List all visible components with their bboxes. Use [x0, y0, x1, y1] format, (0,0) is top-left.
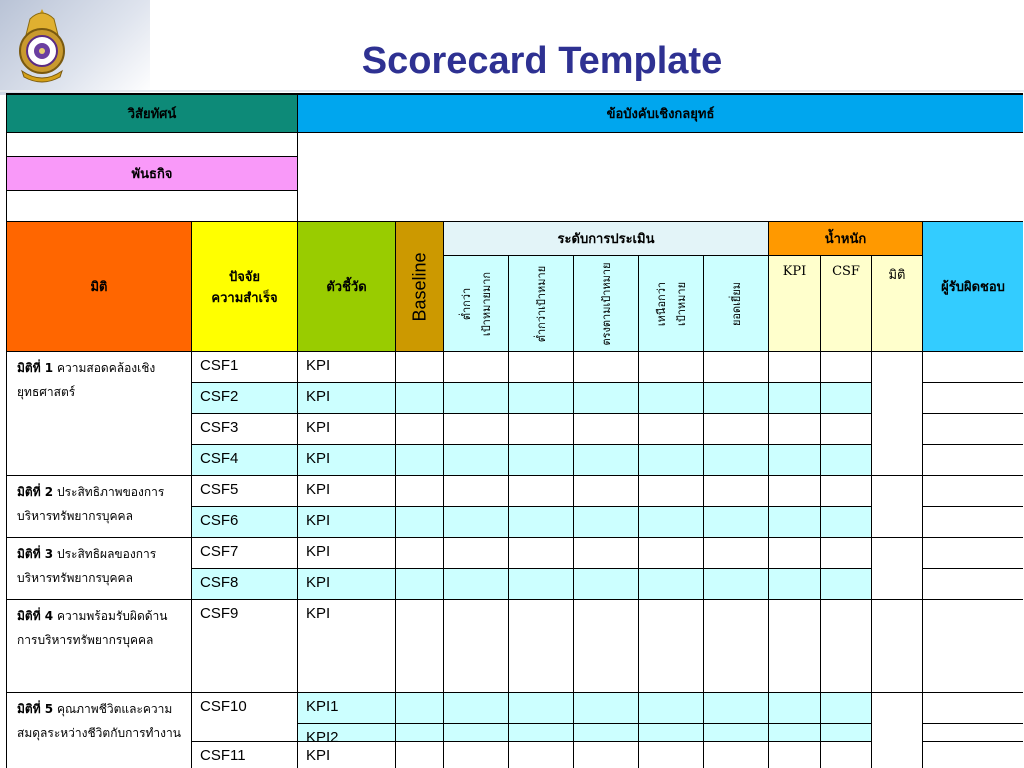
level-cell — [639, 414, 704, 445]
csf-cell: CSF7 — [192, 538, 298, 569]
evaluation-header: ระดับการประเมิน — [444, 222, 769, 256]
csf-cell: CSF1 — [192, 352, 298, 383]
level-cell — [509, 414, 574, 445]
dimension-text: ความสอดคล้องเชิงยุทธศาสตร์ — [17, 361, 156, 399]
level-header — [639, 256, 704, 352]
level-cell — [639, 445, 704, 476]
baseline-cell — [396, 569, 444, 600]
level-cell — [509, 569, 574, 600]
level-cell — [704, 383, 769, 414]
page-title: Scorecard Template — [361, 40, 723, 82]
weight-header: น้ำหนัก — [769, 222, 923, 256]
weight-cell — [821, 724, 872, 742]
level-cell — [444, 507, 509, 538]
level-cell — [639, 724, 704, 742]
level-cell — [444, 742, 509, 768]
kpi-cell: KPI — [298, 445, 396, 476]
level-cell — [444, 414, 509, 445]
weight-cell — [769, 383, 821, 414]
csf-cell: CSF9 — [192, 600, 298, 693]
level-cell — [574, 693, 639, 724]
scorecard-table — [6, 93, 1023, 768]
weight-cell — [769, 724, 821, 742]
level-cell — [704, 414, 769, 445]
level-cell — [639, 476, 704, 507]
weight-cell — [821, 569, 872, 600]
kpi-cell: KPI — [298, 414, 396, 445]
level-cell — [639, 742, 704, 768]
level-cell — [444, 476, 509, 507]
baseline-cell — [396, 383, 444, 414]
weight-cell — [821, 414, 872, 445]
level-label: เป้าหมาย — [675, 281, 688, 326]
vision-input — [7, 133, 298, 157]
level-cell — [704, 476, 769, 507]
csf-header-line-1: ปัจจัย — [228, 269, 261, 285]
kpi-cell: KPI — [298, 538, 396, 569]
level-cell — [444, 445, 509, 476]
weight-cell — [769, 476, 821, 507]
dimension-text: ประสิทธิผลของการบริหารทรัพยากรบุคคล — [17, 547, 157, 585]
weight-cell — [769, 538, 821, 569]
kpi-cell: KPI — [298, 507, 396, 538]
owner-header: ผู้รับผิดชอบ — [923, 222, 1023, 352]
baseline-cell — [396, 445, 444, 476]
csf-cell: CSF10 — [192, 693, 298, 742]
weight-cell — [769, 742, 821, 768]
owner-cell — [923, 507, 1023, 538]
strategy-header: ข้อบังคับเชิงกลยุทธ์ — [298, 95, 1023, 133]
level-cell — [509, 476, 574, 507]
dimension-cell — [7, 693, 192, 768]
level-cell — [444, 693, 509, 724]
level-cell — [574, 476, 639, 507]
baseline-cell — [396, 742, 444, 768]
baseline-cell — [396, 693, 444, 724]
weight-cell — [769, 507, 821, 538]
weight-cell — [821, 600, 872, 693]
weight-cell — [769, 352, 821, 383]
weight-cell — [821, 742, 872, 768]
level-cell — [574, 600, 639, 693]
owner-cell — [923, 538, 1023, 569]
level-cell — [639, 352, 704, 383]
level-cell — [704, 693, 769, 724]
owner-cell — [923, 569, 1023, 600]
level-cell — [509, 600, 574, 693]
level-label: ต่ำกว่า — [460, 287, 473, 320]
header-divider — [0, 90, 1024, 92]
owner-cell — [923, 724, 1023, 742]
level-cell — [574, 507, 639, 538]
level-cell — [574, 445, 639, 476]
dimension-label: มิติที่ 3 — [17, 547, 54, 561]
kpi-header: ตัวชี้วัด — [298, 222, 396, 352]
baseline-cell — [396, 507, 444, 538]
mission-header: พันธกิจ — [7, 157, 298, 191]
weight-column-header: KPI — [769, 256, 821, 352]
level-cell — [509, 693, 574, 724]
owner-cell — [923, 742, 1023, 768]
level-cell — [704, 569, 769, 600]
baseline-cell — [396, 538, 444, 569]
level-cell — [509, 445, 574, 476]
baseline-cell — [396, 476, 444, 507]
level-label: ต่ำกว่าเป้าหมาย — [535, 265, 548, 342]
kpi-cell: KPI2 — [298, 724, 396, 742]
dimension-header: มิติ — [7, 222, 192, 352]
owner-cell — [923, 600, 1023, 693]
level-cell — [704, 724, 769, 742]
dimension-text: ประสิทธิภาพของการบริหารทรัพยากรบุคคล — [17, 485, 165, 523]
level-label: เป้าหมายมาก — [480, 271, 493, 336]
weight-cell — [821, 507, 872, 538]
weight-cell — [769, 569, 821, 600]
level-header — [444, 256, 509, 352]
level-cell — [704, 742, 769, 768]
kpi-cell: KPI — [298, 742, 396, 768]
kpi-cell: KPI1 — [298, 693, 396, 724]
level-cell — [574, 383, 639, 414]
level-header — [509, 256, 574, 352]
baseline-header — [396, 222, 444, 352]
level-cell — [509, 383, 574, 414]
level-cell — [639, 383, 704, 414]
owner-cell — [923, 693, 1023, 724]
level-cell — [639, 538, 704, 569]
level-cell — [444, 724, 509, 742]
weight-cell — [769, 445, 821, 476]
csf-cell: CSF8 — [192, 569, 298, 600]
level-label: ตรงตามเป้าหมาย — [600, 261, 613, 346]
baseline-cell — [396, 352, 444, 383]
weight-cell — [769, 414, 821, 445]
level-cell — [639, 693, 704, 724]
level-cell — [639, 600, 704, 693]
level-cell — [704, 507, 769, 538]
level-header — [574, 256, 639, 352]
kpi-cell: KPI — [298, 476, 396, 507]
csf-cell: CSF3 — [192, 414, 298, 445]
dimension-weight-cell — [872, 538, 923, 600]
level-cell — [509, 352, 574, 383]
kpi-cell: KPI — [298, 600, 396, 693]
owner-cell — [923, 476, 1023, 507]
level-cell — [444, 538, 509, 569]
level-cell — [704, 352, 769, 383]
weight-cell — [821, 352, 872, 383]
dimension-cell — [7, 600, 192, 693]
weight-cell — [821, 476, 872, 507]
baseline-cell — [396, 414, 444, 445]
owner-cell — [923, 352, 1023, 383]
dimension-weight-cell — [872, 693, 923, 768]
csf-header-line-2: ความสำเร็จ — [211, 290, 278, 306]
baseline-cell — [396, 600, 444, 693]
dimension-cell — [7, 476, 192, 538]
csf-cell: CSF5 — [192, 476, 298, 507]
dimension-text: ความพร้อมรับผิดด้านการบริหารทรัพยากรบุคคล — [17, 609, 168, 647]
dimension-text: คุณภาพชีวิตและความสมดุลระหว่างชีวิตกับการทำงาน — [17, 702, 181, 740]
level-cell — [639, 569, 704, 600]
csf-cell: CSF2 — [192, 383, 298, 414]
csf-cell: CSF4 — [192, 445, 298, 476]
level-cell — [574, 414, 639, 445]
csf-header — [192, 222, 298, 352]
level-label: เหนือกว่า — [655, 281, 668, 326]
dimension-weight-cell — [872, 600, 923, 693]
owner-cell — [923, 414, 1023, 445]
vision-header: วิสัยทัศน์ — [7, 95, 298, 133]
level-cell — [704, 600, 769, 693]
strategy-input — [298, 133, 1023, 222]
weight-cell — [821, 538, 872, 569]
level-cell — [574, 352, 639, 383]
level-cell — [444, 600, 509, 693]
owner-cell — [923, 383, 1023, 414]
dimension-cell — [7, 352, 192, 476]
dimension-label: มิติที่ 4 — [17, 609, 54, 623]
dimension-weight-cell — [872, 476, 923, 538]
weight-cell — [821, 693, 872, 724]
dimension-cell — [7, 538, 192, 600]
level-cell — [444, 383, 509, 414]
level-cell — [704, 538, 769, 569]
level-cell — [444, 352, 509, 383]
level-cell — [574, 538, 639, 569]
kpi-cell: KPI — [298, 352, 396, 383]
dimension-label: มิติที่ 5 — [17, 702, 54, 716]
kpi-cell: KPI — [298, 383, 396, 414]
baseline-label: Baseline — [409, 251, 429, 322]
level-cell — [509, 507, 574, 538]
dimension-label: มิติที่ 2 — [17, 485, 54, 499]
weight-cell — [769, 693, 821, 724]
weight-cell — [821, 383, 872, 414]
weight-column-header: มิติ — [872, 256, 923, 352]
mission-input — [7, 191, 298, 222]
weight-cell — [769, 600, 821, 693]
dimension-label: มิติที่ 1 — [17, 361, 54, 375]
csf-cell: CSF6 — [192, 507, 298, 538]
weight-cell — [821, 445, 872, 476]
level-cell — [574, 742, 639, 768]
level-cell — [509, 742, 574, 768]
baseline-cell — [396, 724, 444, 742]
level-cell — [574, 569, 639, 600]
level-cell — [574, 724, 639, 742]
csf-cell: CSF11 — [192, 742, 298, 768]
weight-column-header: CSF — [821, 256, 872, 352]
owner-cell — [923, 445, 1023, 476]
level-cell — [509, 724, 574, 742]
kpi-cell: KPI — [298, 569, 396, 600]
level-cell — [509, 538, 574, 569]
level-cell — [444, 569, 509, 600]
level-cell — [704, 445, 769, 476]
level-cell — [639, 507, 704, 538]
dimension-weight-cell — [872, 352, 923, 476]
level-label: ยอดเยี่ยม — [730, 281, 743, 326]
level-header — [704, 256, 769, 352]
